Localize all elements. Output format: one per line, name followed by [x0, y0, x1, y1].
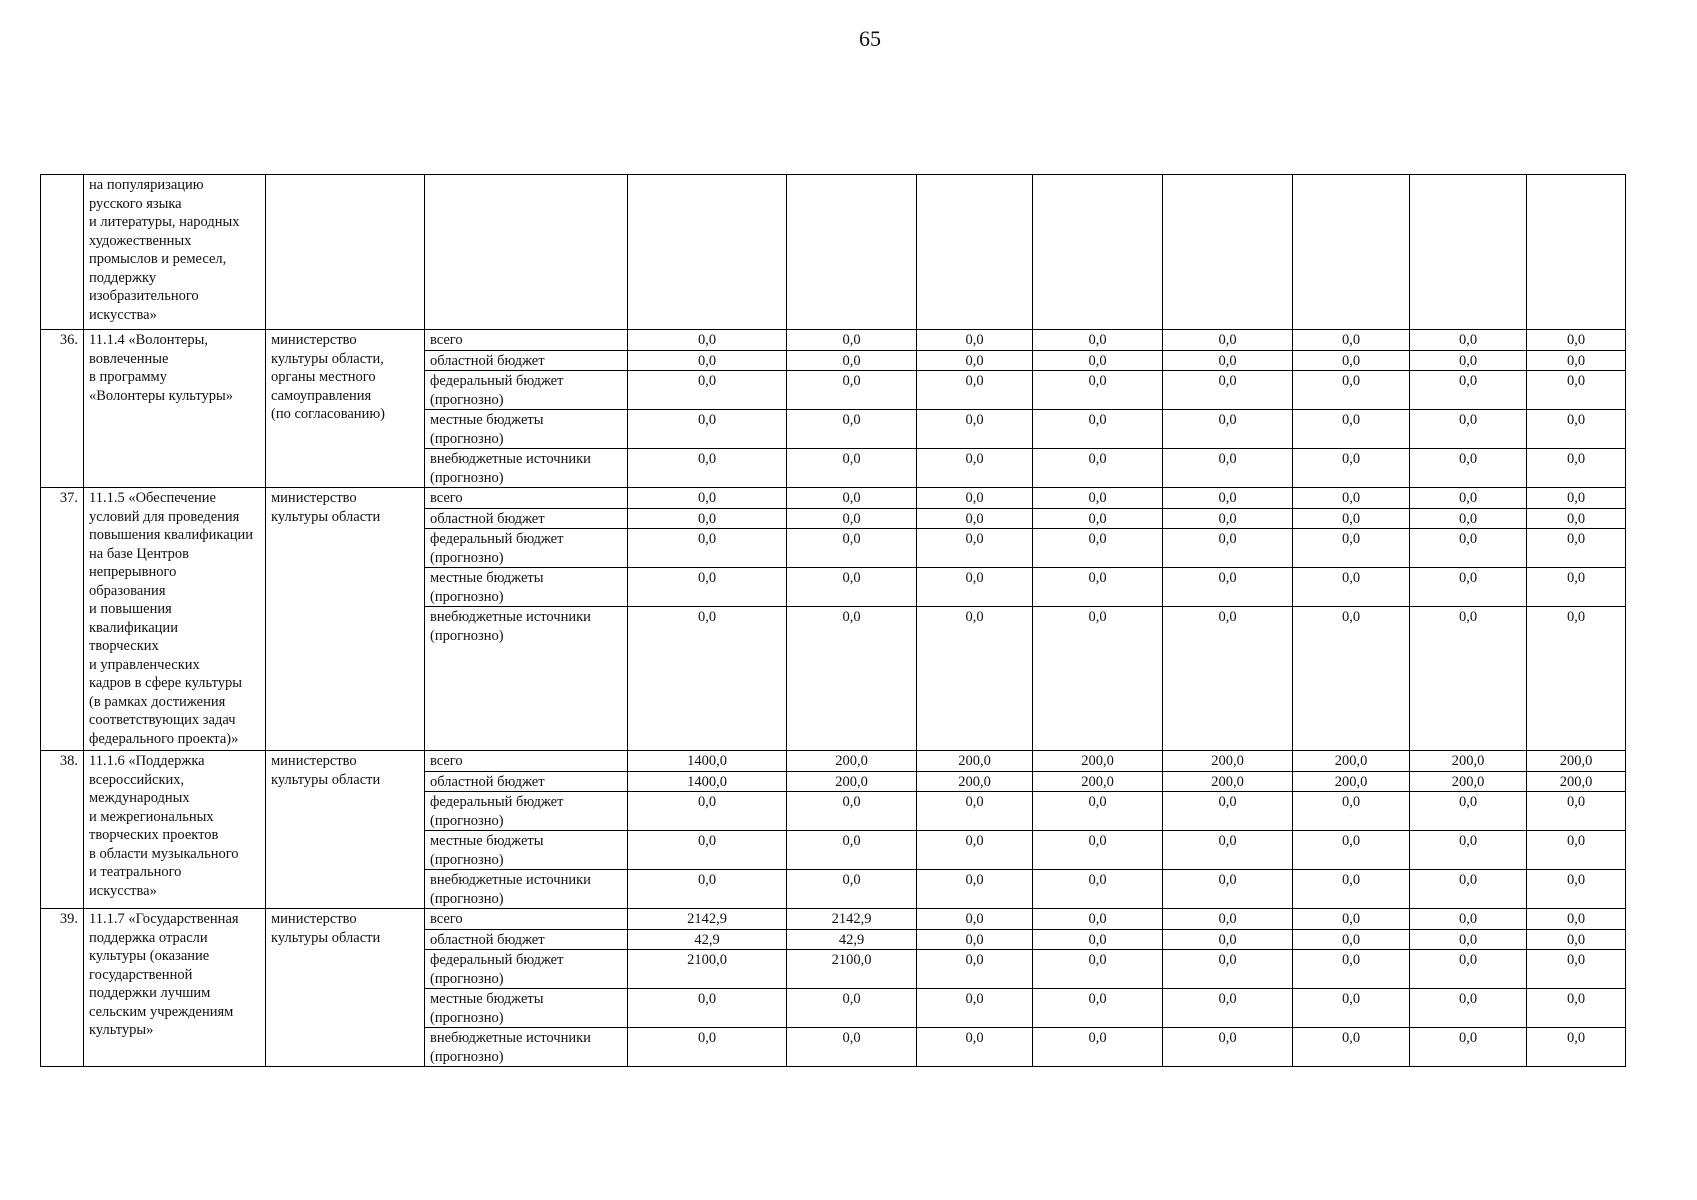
continuation-value-cell [1410, 175, 1527, 330]
funding-source-label: местные бюджеты (прогнозно) [425, 568, 628, 607]
budget-row [41, 909, 1626, 930]
item-index: 36. [41, 330, 84, 488]
budget-value-cell: 0,0 [787, 989, 917, 1028]
budget-value-cell: 0,0 [1410, 410, 1527, 449]
budget-value-cell: 0,0 [1163, 1028, 1293, 1067]
budget-value-cell: 0,0 [787, 568, 917, 607]
budget-value-cell: 0,0 [1410, 1028, 1527, 1067]
continuation-value-cell [787, 175, 917, 330]
budget-value-cell: 0,0 [1293, 529, 1410, 568]
continuation-name-cell: на популяризацию русского языка и литературы, народных художественных промыслов и ремесел, поддержку изобразительного искусства» [84, 175, 266, 330]
budget-value-cell: 0,0 [1293, 568, 1410, 607]
budget-value-cell: 0,0 [1163, 350, 1293, 371]
budget-value-cell: 0,0 [1033, 371, 1163, 410]
item-name: 11.1.6 «Поддержка всероссийских, международных и межрегиональных творческих проектов в области музыкального и театрального искусства» [84, 751, 266, 909]
budget-value-cell: 0,0 [1163, 449, 1293, 488]
budget-value-cell: 0,0 [628, 449, 787, 488]
budget-value-cell: 0,0 [1033, 1028, 1163, 1067]
funding-source-label: областной бюджет [425, 508, 628, 529]
budget-value-cell: 0,0 [628, 792, 787, 831]
budget-value-cell: 0,0 [1293, 950, 1410, 989]
funding-source-label: федеральный бюджет (прогнозно) [425, 950, 628, 989]
budget-value-cell: 0,0 [1527, 989, 1626, 1028]
budget-value-cell: 0,0 [1033, 607, 1163, 751]
budget-value-cell: 42,9 [628, 929, 787, 950]
budget-value-cell: 0,0 [917, 909, 1033, 930]
funding-source-label: внебюджетные источники (прогнозно) [425, 607, 628, 751]
budget-value-cell: 0,0 [1293, 929, 1410, 950]
budget-value-cell: 0,0 [1163, 508, 1293, 529]
budget-value-cell: 0,0 [1410, 371, 1527, 410]
budget-value-cell: 0,0 [628, 350, 787, 371]
budget-value-cell: 200,0 [1410, 751, 1527, 772]
budget-value-cell: 0,0 [1293, 449, 1410, 488]
item-index: 38. [41, 751, 84, 909]
budget-value-cell: 200,0 [1527, 751, 1626, 772]
funding-source-label: внебюджетные источники (прогнозно) [425, 870, 628, 909]
budget-value-cell: 0,0 [1293, 350, 1410, 371]
funding-source-label: областной бюджет [425, 350, 628, 371]
budget-value-cell: 0,0 [917, 330, 1033, 351]
funding-source-label: всего [425, 909, 628, 930]
budget-value-cell: 1400,0 [628, 751, 787, 772]
budget-value-cell: 0,0 [1033, 929, 1163, 950]
budget-value-cell: 0,0 [1163, 529, 1293, 568]
budget-value-cell: 0,0 [787, 870, 917, 909]
budget-value-cell: 0,0 [1293, 831, 1410, 870]
budget-value-cell: 0,0 [1410, 350, 1527, 371]
budget-value-cell: 0,0 [917, 488, 1033, 509]
budget-value-cell: 0,0 [787, 607, 917, 751]
budget-value-cell: 0,0 [628, 831, 787, 870]
continuation-value-cell [1163, 175, 1293, 330]
budget-value-cell: 0,0 [1527, 909, 1626, 930]
budget-value-cell: 1400,0 [628, 771, 787, 792]
budget-value-cell: 0,0 [917, 950, 1033, 989]
budget-value-cell: 0,0 [1410, 831, 1527, 870]
budget-value-cell: 0,0 [1033, 410, 1163, 449]
budget-value-cell: 0,0 [917, 870, 1033, 909]
budget-value-cell: 0,0 [1163, 792, 1293, 831]
funding-source-label: всего [425, 330, 628, 351]
budget-value-cell: 0,0 [1410, 449, 1527, 488]
budget-value-cell: 0,0 [917, 929, 1033, 950]
budget-value-cell: 0,0 [1033, 950, 1163, 989]
budget-value-cell: 0,0 [1527, 410, 1626, 449]
budget-value-cell: 0,0 [917, 508, 1033, 529]
budget-value-cell: 200,0 [1293, 771, 1410, 792]
budget-value-cell: 0,0 [1293, 488, 1410, 509]
budget-value-cell: 0,0 [628, 508, 787, 529]
continuation-value-cell [1293, 175, 1410, 330]
budget-value-cell: 0,0 [1527, 371, 1626, 410]
budget-value-cell: 0,0 [628, 529, 787, 568]
budget-value-cell: 0,0 [1527, 330, 1626, 351]
budget-value-cell: 0,0 [787, 1028, 917, 1067]
budget-value-cell: 0,0 [1410, 870, 1527, 909]
budget-value-cell: 0,0 [917, 410, 1033, 449]
budget-value-cell: 0,0 [787, 508, 917, 529]
budget-value-cell: 0,0 [628, 607, 787, 751]
budget-value-cell: 0,0 [1033, 792, 1163, 831]
budget-value-cell: 0,0 [1033, 568, 1163, 607]
budget-value-cell: 0,0 [1033, 508, 1163, 529]
budget-value-cell: 0,0 [1527, 950, 1626, 989]
item-executor: министерство культуры области, органы местного самоуправления (по согласованию) [266, 330, 425, 488]
budget-value-cell: 0,0 [787, 488, 917, 509]
budget-value-cell: 0,0 [917, 568, 1033, 607]
budget-value-cell: 0,0 [628, 568, 787, 607]
budget-value-cell: 2142,9 [787, 909, 917, 930]
budget-value-cell: 0,0 [628, 410, 787, 449]
funding-source-label: всего [425, 751, 628, 772]
funding-source-label: внебюджетные источники (прогнозно) [425, 1028, 628, 1067]
budget-value-cell: 0,0 [1410, 529, 1527, 568]
funding-source-label: областной бюджет [425, 929, 628, 950]
budget-value-cell: 0,0 [1410, 488, 1527, 509]
budget-value-cell: 0,0 [1163, 568, 1293, 607]
budget-value-cell: 200,0 [1293, 751, 1410, 772]
budget-value-cell: 0,0 [1410, 568, 1527, 607]
budget-value-cell: 0,0 [787, 449, 917, 488]
budget-value-cell: 0,0 [1293, 1028, 1410, 1067]
budget-value-cell: 0,0 [1163, 929, 1293, 950]
budget-row [41, 751, 1626, 772]
budget-value-cell: 0,0 [1163, 607, 1293, 751]
budget-value-cell: 0,0 [917, 529, 1033, 568]
continuation-row [41, 175, 1626, 330]
budget-value-cell: 0,0 [628, 488, 787, 509]
budget-table [40, 174, 1626, 1067]
budget-value-cell: 0,0 [1033, 350, 1163, 371]
continuation-executor-cell [266, 175, 425, 330]
budget-value-cell: 2142,9 [628, 909, 787, 930]
budget-value-cell: 0,0 [628, 989, 787, 1028]
budget-value-cell: 0,0 [917, 831, 1033, 870]
budget-value-cell: 0,0 [1163, 909, 1293, 930]
budget-value-cell: 0,0 [1163, 371, 1293, 410]
budget-value-cell: 0,0 [917, 607, 1033, 751]
budget-value-cell: 0,0 [1527, 1028, 1626, 1067]
budget-value-cell: 0,0 [1293, 410, 1410, 449]
budget-value-cell: 42,9 [787, 929, 917, 950]
budget-value-cell: 0,0 [628, 371, 787, 410]
budget-value-cell: 0,0 [787, 330, 917, 351]
budget-row [41, 488, 1626, 509]
budget-value-cell: 0,0 [1410, 989, 1527, 1028]
item-executor: министерство культуры области [266, 488, 425, 751]
budget-value-cell: 0,0 [628, 1028, 787, 1067]
budget-value-cell: 0,0 [787, 350, 917, 371]
funding-source-label: федеральный бюджет (прогнозно) [425, 792, 628, 831]
budget-value-cell: 200,0 [1163, 771, 1293, 792]
budget-value-cell: 0,0 [1163, 410, 1293, 449]
budget-value-cell: 0,0 [1163, 870, 1293, 909]
budget-value-cell: 0,0 [628, 870, 787, 909]
continuation-value-cell [628, 175, 787, 330]
budget-value-cell: 0,0 [1410, 792, 1527, 831]
funding-source-label: внебюджетные источники (прогнозно) [425, 449, 628, 488]
continuation-label-cell [425, 175, 628, 330]
funding-source-label: местные бюджеты (прогнозно) [425, 831, 628, 870]
budget-value-cell: 2100,0 [787, 950, 917, 989]
budget-value-cell: 2100,0 [628, 950, 787, 989]
funding-source-label: местные бюджеты (прогнозно) [425, 410, 628, 449]
budget-value-cell: 0,0 [917, 350, 1033, 371]
budget-value-cell: 0,0 [1527, 792, 1626, 831]
budget-value-cell: 0,0 [917, 449, 1033, 488]
budget-value-cell: 0,0 [1163, 831, 1293, 870]
budget-value-cell: 0,0 [1410, 950, 1527, 989]
budget-value-cell: 0,0 [787, 792, 917, 831]
budget-value-cell: 0,0 [628, 330, 787, 351]
item-name: 11.1.4 «Волонтеры, вовлеченные в программу «Волонтеры культуры» [84, 330, 266, 488]
budget-value-cell: 200,0 [917, 751, 1033, 772]
budget-value-cell: 200,0 [1033, 751, 1163, 772]
budget-value-cell: 200,0 [1527, 771, 1626, 792]
funding-source-label: местные бюджеты (прогнозно) [425, 989, 628, 1028]
budget-value-cell: 0,0 [787, 410, 917, 449]
budget-value-cell: 0,0 [1293, 330, 1410, 351]
budget-value-cell: 0,0 [1033, 989, 1163, 1028]
budget-value-cell: 0,0 [1033, 831, 1163, 870]
budget-value-cell: 0,0 [1527, 488, 1626, 509]
budget-value-cell: 0,0 [1527, 568, 1626, 607]
budget-value-cell: 0,0 [1527, 449, 1626, 488]
budget-value-cell: 0,0 [1410, 508, 1527, 529]
item-index: 37. [41, 488, 84, 751]
budget-value-cell: 0,0 [787, 831, 917, 870]
budget-value-cell: 0,0 [917, 792, 1033, 831]
budget-value-cell: 0,0 [787, 371, 917, 410]
budget-value-cell: 0,0 [1293, 508, 1410, 529]
budget-value-cell: 0,0 [1410, 330, 1527, 351]
budget-value-cell: 0,0 [1163, 330, 1293, 351]
budget-value-cell: 0,0 [1033, 449, 1163, 488]
budget-value-cell: 0,0 [1293, 792, 1410, 831]
item-name: 11.1.5 «Обеспечение условий для проведения повышения квалификации на базе Центров непрерывного образования и повышения квалификации творческих и управленческих кадров в сфере культуры (в рамках достижения соответствующих задач федерального проекта)» [84, 488, 266, 751]
budget-value-cell: 0,0 [1033, 488, 1163, 509]
item-executor: министерство культуры области [266, 909, 425, 1067]
budget-value-cell: 0,0 [1293, 371, 1410, 410]
budget-value-cell: 0,0 [1033, 330, 1163, 351]
budget-value-cell: 0,0 [1163, 989, 1293, 1028]
budget-value-cell: 0,0 [1033, 529, 1163, 568]
budget-value-cell: 0,0 [1527, 350, 1626, 371]
budget-value-cell: 0,0 [1293, 989, 1410, 1028]
budget-value-cell: 0,0 [1033, 909, 1163, 930]
budget-value-cell: 200,0 [1410, 771, 1527, 792]
item-index: 39. [41, 909, 84, 1067]
budget-value-cell: 0,0 [1527, 870, 1626, 909]
budget-value-cell: 0,0 [1527, 929, 1626, 950]
budget-value-cell: 0,0 [917, 989, 1033, 1028]
continuation-index-cell [41, 175, 84, 330]
budget-value-cell: 0,0 [1163, 950, 1293, 989]
budget-value-cell: 0,0 [1527, 529, 1626, 568]
budget-value-cell: 0,0 [1527, 831, 1626, 870]
budget-value-cell: 0,0 [1527, 607, 1626, 751]
budget-value-cell: 0,0 [1410, 909, 1527, 930]
budget-value-cell: 0,0 [787, 529, 917, 568]
funding-source-label: федеральный бюджет (прогнозно) [425, 529, 628, 568]
budget-value-cell: 200,0 [1033, 771, 1163, 792]
funding-source-label: областной бюджет [425, 771, 628, 792]
continuation-value-cell [917, 175, 1033, 330]
budget-value-cell: 0,0 [1163, 488, 1293, 509]
continuation-value-cell [1527, 175, 1626, 330]
budget-value-cell: 0,0 [917, 371, 1033, 410]
budget-value-cell: 0,0 [1033, 870, 1163, 909]
budget-value-cell: 200,0 [917, 771, 1033, 792]
budget-row [41, 330, 1626, 351]
budget-value-cell: 0,0 [1410, 607, 1527, 751]
budget-value-cell: 0,0 [1293, 870, 1410, 909]
item-name: 11.1.7 «Государственная поддержка отрасли культуры (оказание государственной поддержки лучшим сельским учреждениям культуры» [84, 909, 266, 1067]
funding-source-label: федеральный бюджет (прогнозно) [425, 371, 628, 410]
budget-value-cell: 200,0 [787, 751, 917, 772]
budget-value-cell: 0,0 [917, 1028, 1033, 1067]
funding-source-label: всего [425, 488, 628, 509]
budget-value-cell: 200,0 [787, 771, 917, 792]
budget-value-cell: 200,0 [1163, 751, 1293, 772]
item-executor: министерство культуры области [266, 751, 425, 909]
continuation-value-cell [1033, 175, 1163, 330]
budget-value-cell: 0,0 [1527, 508, 1626, 529]
budget-value-cell: 0,0 [1293, 909, 1410, 930]
budget-value-cell: 0,0 [1293, 607, 1410, 751]
budget-value-cell: 0,0 [1410, 929, 1527, 950]
page-number: 65 [859, 26, 881, 51]
